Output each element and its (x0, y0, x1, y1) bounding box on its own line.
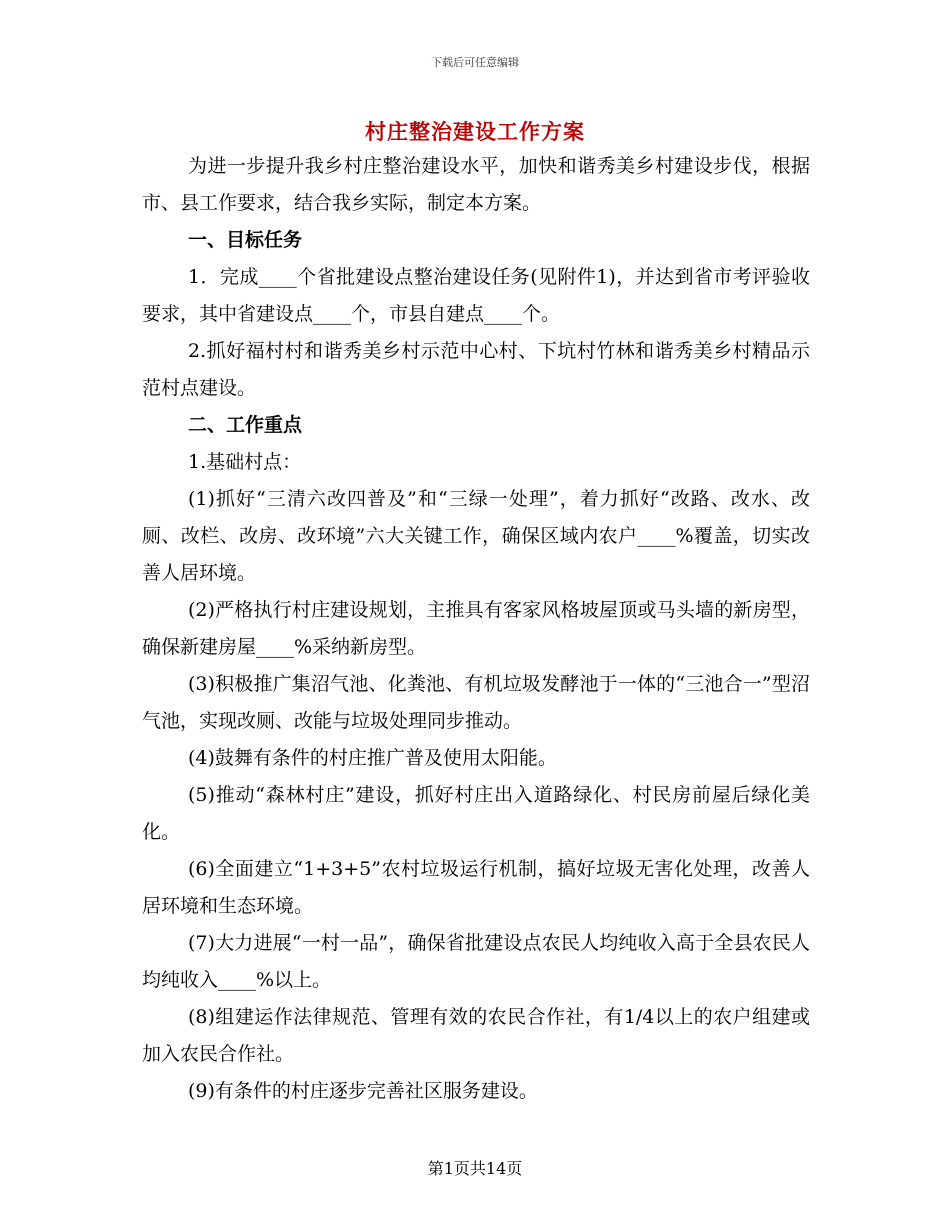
document-body (142, 148, 810, 1110)
focus-item-4: (4)鼓舞有条件的村庄推广普及使用太阳能。 (188, 747, 557, 769)
focus-item-9: (9)有条件的村庄逐步完善社区服务建设。 (188, 1080, 538, 1102)
focus-item-2: (2)严格执行村庄建设规划，主推具有客家风格坡屋顶或马头墙的新房型，确保新建房屋____%采纳新房型。 (142, 599, 810, 658)
subsection-basic-villages: 1.基础村点： (188, 451, 302, 473)
page-number: 第1页共14页 (427, 1159, 523, 1178)
goal-item-1: 1．完成____个省批建设点整治建设任务(见附件1)，并达到省市考评验收要求，其中省建设点____个，市县自建点____个。 (142, 266, 810, 325)
section-heading-focus: 二、工作重点 (188, 414, 303, 436)
focus-item-6: (6)全面建立“1+3+5”农村垃圾运行机制，搞好垃圾无害化处理，改善人居环境和生态环境。 (142, 858, 810, 917)
intro-paragraph: 为进一步提升我乡村庄整治建设水平，加快和谐秀美乡村建设步伐，根据市、县工作要求，结合我乡实际，制定本方案。 (142, 155, 810, 214)
focus-item-8: (8)组建运作法律规范、管理有效的农民合作社，有1/4以上的农户组建或加入农民合作社。 (142, 1006, 810, 1065)
focus-item-7: (7)大力进展“一村一品”，确保省批建设点农民人均纯收入高于全县农民人均纯收入____%以上。 (142, 932, 810, 991)
page-header-note: 下载后可任意编辑 (431, 56, 519, 69)
focus-item-1: (1)抓好“三清六改四普及”和“三绿一处理”，着力抓好“改路、改水、改厕、改栏、改房、改环境”六大关键工作，确保区域内农户____%覆盖，切实改善人居环境。 (142, 488, 810, 584)
document-title: 村庄整治建设工作方案 (365, 119, 585, 144)
focus-item-3: (3)积极推广集沼气池、化粪池、有机垃圾发酵池于一体的“三池合一”型沼气池，实现改厕、改能与垃圾处理同步推动。 (142, 673, 810, 732)
focus-item-5: (5)推动“森林村庄”建设，抓好村庄出入道路绿化、村民房前屋后绿化美化。 (142, 784, 810, 843)
goal-item-2: 2.抓好福村村和谐秀美乡村示范中心村、下坑村竹林和谐秀美乡村精品示范村点建设。 (142, 340, 810, 399)
section-heading-goals: 一、目标任务 (188, 229, 303, 251)
